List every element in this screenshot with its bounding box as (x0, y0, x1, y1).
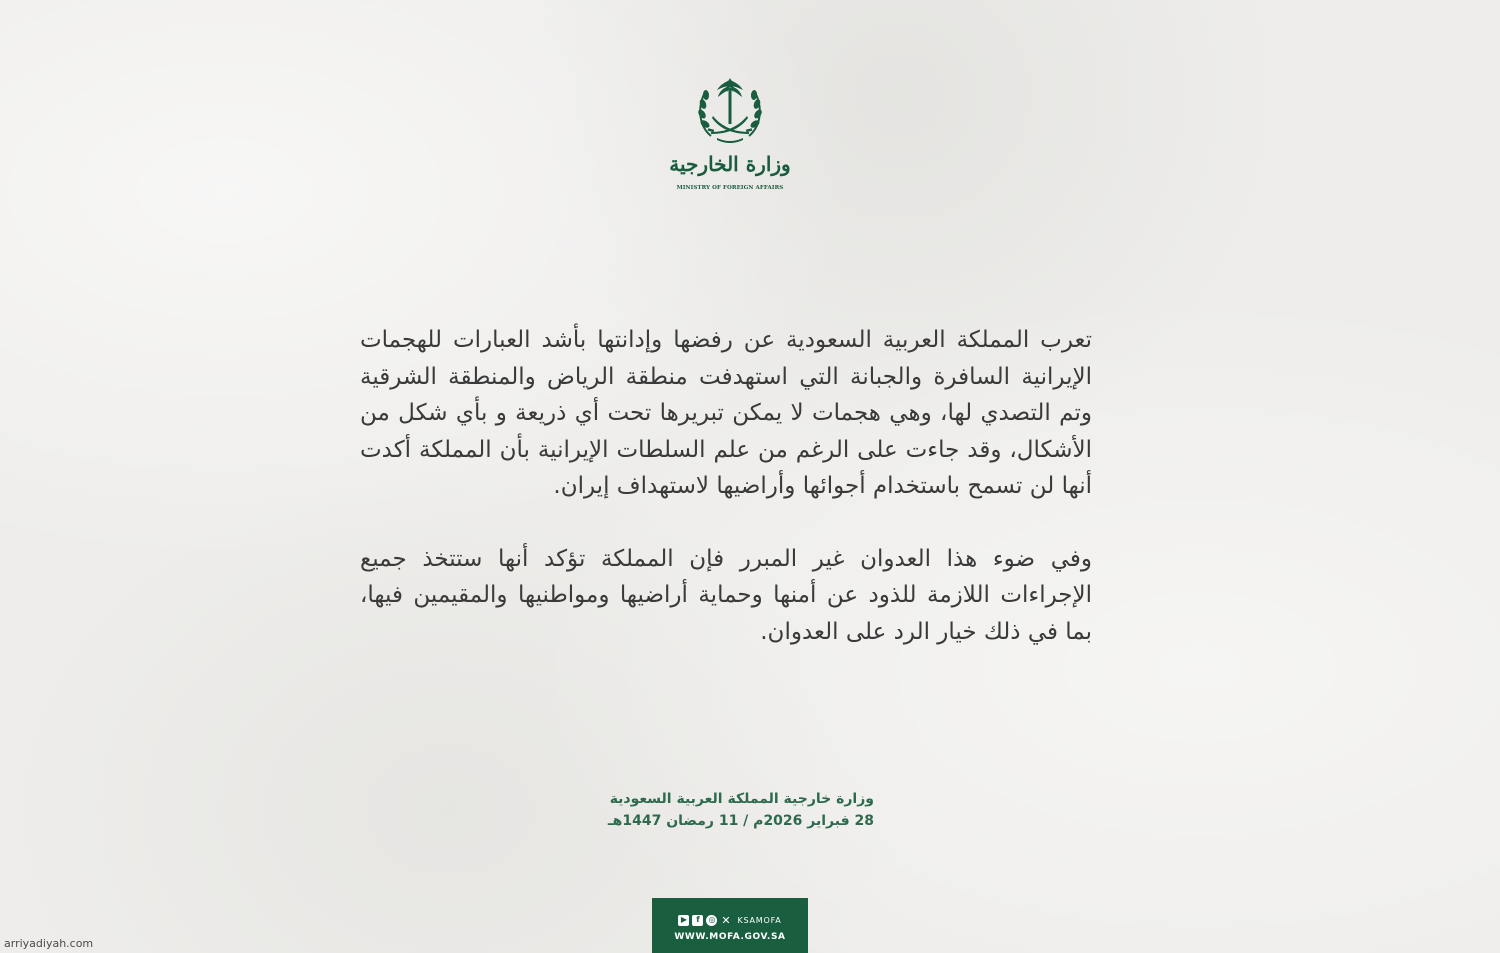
social-handle: KSAMOFA (737, 915, 782, 925)
signature-date: 28 فبراير 2026م / 11 رمضان 1447هـ (607, 813, 874, 829)
social-row (652, 914, 808, 926)
statement-body (360, 322, 1092, 650)
x-icon[interactable]: ✕ (721, 913, 731, 927)
logo-arabic-name: وزارة الخارجية (669, 152, 791, 176)
signature-organization: وزارة خارجية المملكة العربية السعودية (609, 791, 874, 807)
facebook-icon[interactable]: f (692, 915, 703, 926)
footer-badge (652, 898, 808, 953)
signature-block (560, 788, 874, 832)
saudi-emblem-icon (693, 74, 767, 148)
statement-paragraph: وفي ضوء هذا العدوان غير المبرر فإن المملكة تؤكد أنها ستتخذ جميع الإجراءات اللازمة للذود عن أمنها وحماية أراضيها ومواطنيها والمقيمين فيها، بما في ذلك خيار الرد على العدوان. (360, 545, 1092, 645)
ministry-logo (664, 74, 796, 200)
logo-english-name: MINISTRY OF FOREIGN AFFAIRS (676, 185, 784, 191)
statement-paragraph: تعرب المملكة العربية السعودية عن رفضها وإدانتها بأشد العبارات للهجمات الإيرانية السافرة والجبانة التي استهدفت منطقة الرياض والمنطقة الشرقية وتم التصدي لها، وهي هجمات لا يمكن تبريرها تحت أي ذريعة و بأي شكل من الأشكال، وقد جاءت على الرغم من علم السلطات الإيرانية بأن المملكة أكدت أنها لن تسمح باستخدام أجوائها وأراضيها لاستهداف إيران. (360, 327, 1092, 499)
source-watermark: arriyadiyah.com (4, 937, 94, 950)
instagram-icon[interactable]: ◎ (706, 915, 717, 926)
website-link[interactable]: WWW.MOFA.GOV.SA (674, 932, 786, 942)
youtube-icon[interactable]: ▶ (678, 915, 689, 926)
